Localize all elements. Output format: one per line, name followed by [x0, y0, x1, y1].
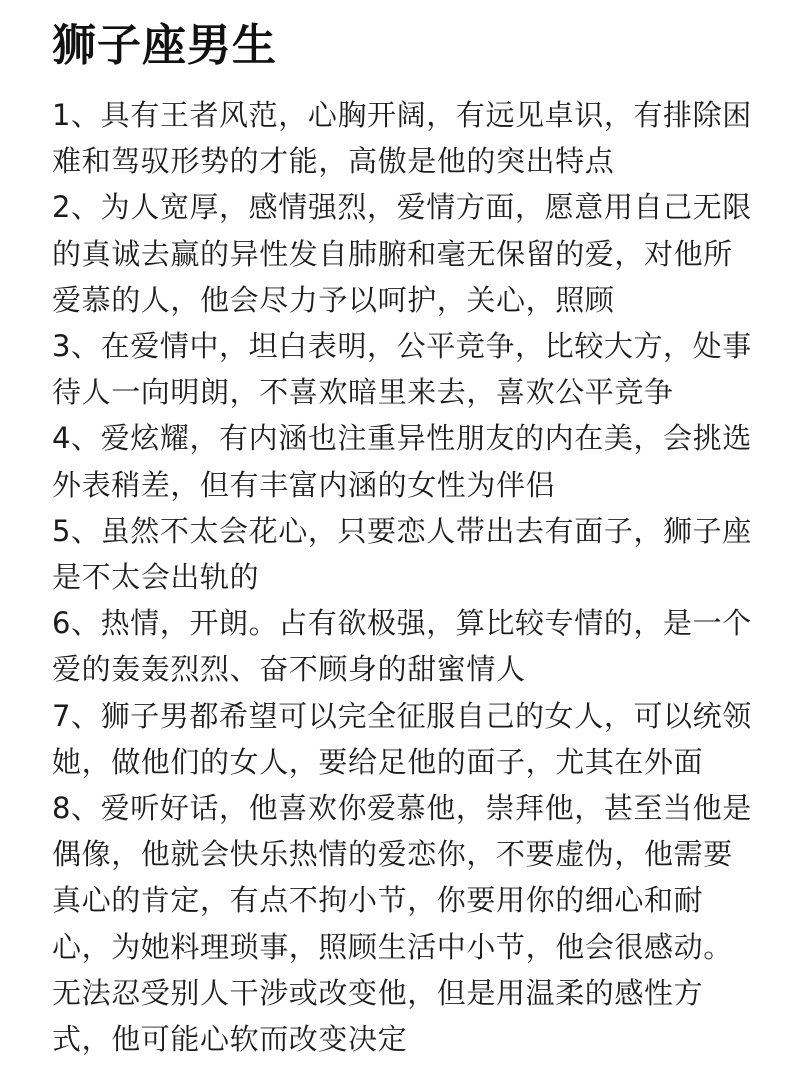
trait-item-2: 2、为人宽厚，感情强烈，爱情方面，愿意用自己无限的真诚去赢的异性发自肺腑和毫无保留的爱，对他所爱慕的人，他会尽力予以呵护，关心，照顾	[52, 190, 752, 317]
trait-item-1: 1、具有王者风范，心胸开阔，有远见卓识，有排除困难和驾驭形势的才能，高傲是他的突出特点	[52, 98, 752, 179]
trait-item-3: 3、在爱情中，坦白表明，公平竞争，比较大方，处事待人一向明朗，不喜欢暗里来去，喜欢公平竞争	[52, 329, 752, 410]
trait-item-6: 6、热情，开朗。占有欲极强，算比较专情的，是一个爱的轰轰烈烈、奋不顾身的甜蜜情人	[52, 606, 752, 687]
page-title: 狮子座男生	[52, 20, 277, 71]
trait-list	[52, 92, 760, 1062]
trait-item-4: 4、爱炫耀，有内涵也注重异性朋友的内在美，会挑选外表稍差，但有丰富内涵的女性为伴侣	[52, 421, 752, 502]
trait-item-5: 5、虽然不太会花心，只要恋人带出去有面子，狮子座是不太会出轨的	[52, 513, 752, 595]
trait-item-7: 7、狮子男都希望可以完全征服自己的女人，可以统领她，做他们的女人，要给足他的面子，尤其在外面	[52, 698, 752, 779]
trait-item-8: 8、爱听好话，他喜欢你爱慕他，崇拜他，甚至当他是偶像，他就会快乐热情的爱恋你，不要虚伪，他需要真心的肯定，有点不拘小节，你要用你的细心和耐心，为她料理琐事，照顾生活中小节，他会很感动。无法忍受别人干涉或改变他，但是用温柔的感性方式，他可能心软而改变决定	[52, 791, 752, 1057]
